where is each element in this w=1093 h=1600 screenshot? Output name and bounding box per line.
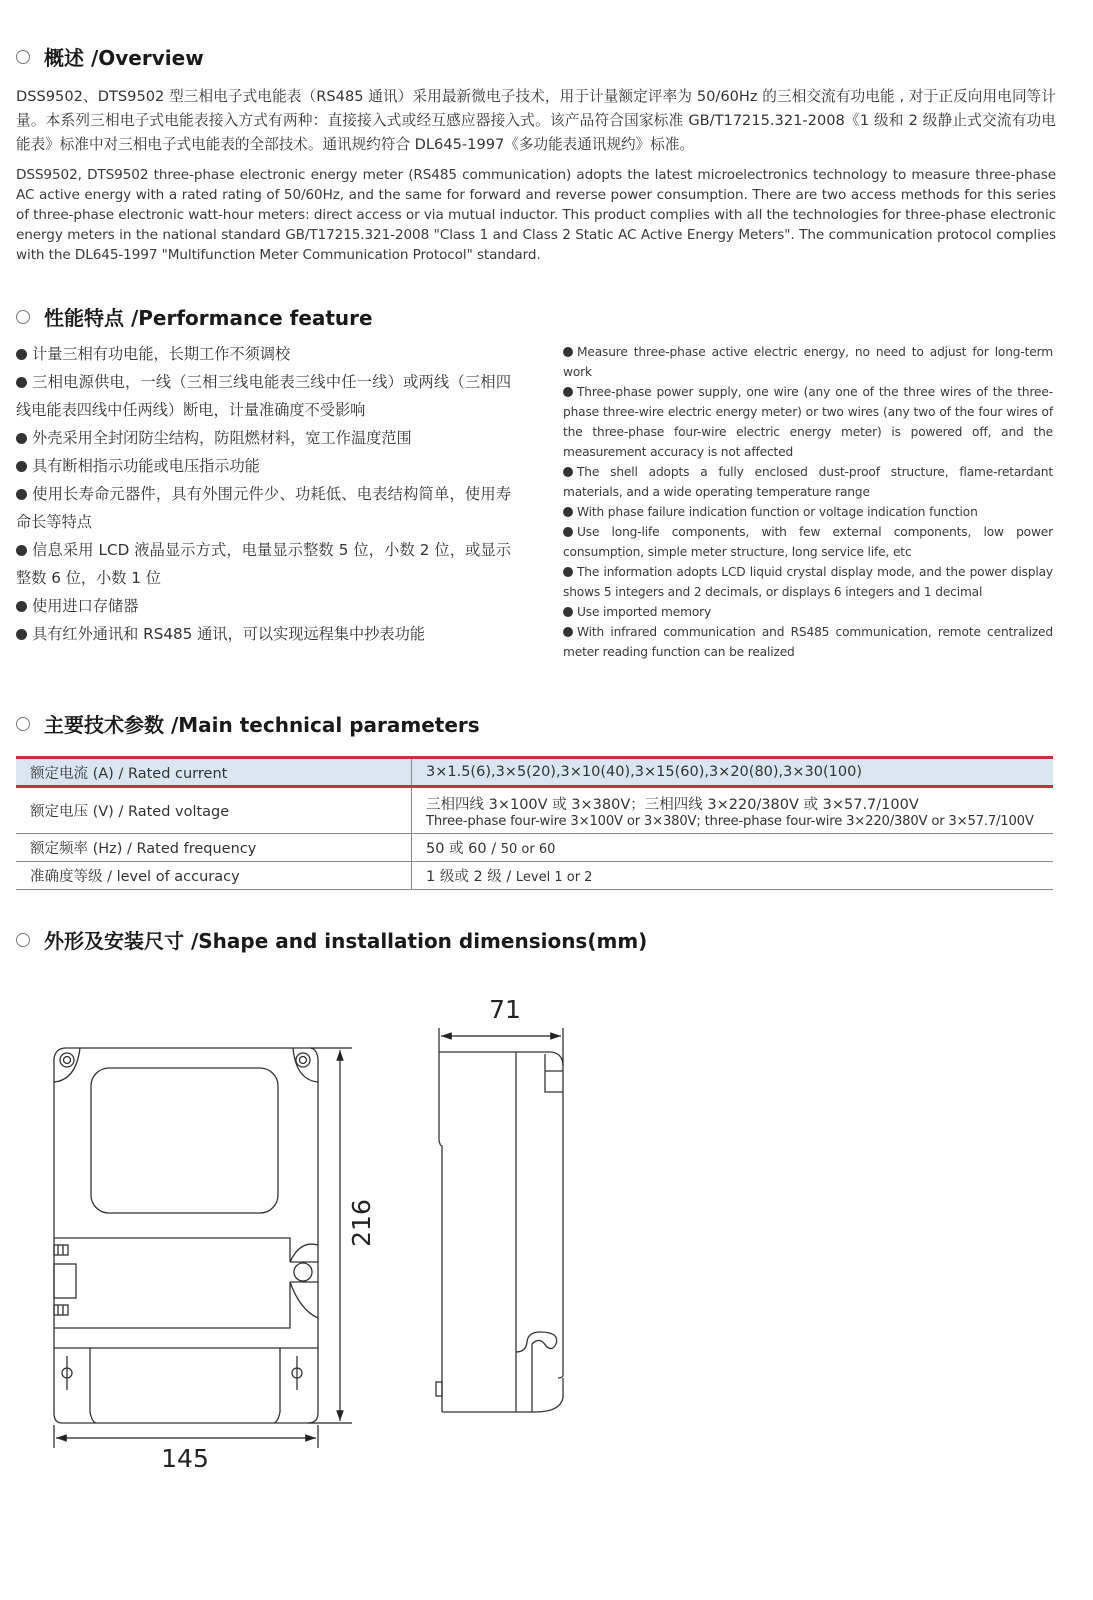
table-row <box>16 834 1053 862</box>
param-value: 3×1.5(6),3×5(20),3×10(40),3×15(60),3×20(80),3×30(100) <box>412 758 1054 787</box>
bullet-icon <box>563 507 573 517</box>
performance-heading <box>16 302 373 331</box>
feature-item-en: Use long-life components, with few external components, low power consumption, simple meter structure, long service life, etc <box>563 525 1053 559</box>
bullet-icon <box>563 467 573 477</box>
parameters-heading <box>16 709 480 738</box>
feature-item-cn: 使用进口存储器 <box>16 592 511 620</box>
param-label: 额定频率 (Hz) / Rated frequency <box>16 834 412 862</box>
overview-heading-text: 概述 /Overview <box>44 46 204 70</box>
feature-item-cn: 具有断相指示功能或电压指示功能 <box>16 452 511 480</box>
bullet-icon <box>16 461 27 472</box>
feature-list-en <box>563 342 1053 662</box>
overview-heading <box>16 42 204 71</box>
table-row <box>16 758 1053 787</box>
bullet-icon <box>16 433 27 444</box>
bullet-icon <box>563 627 573 637</box>
feature-item-cn: 三相电源供电，一线（三相三线电能表三线中任一线）或两线（三相四线电能表四线中任两线）断电，计量准确度不受影响 <box>16 373 511 419</box>
circle-bullet-icon <box>16 717 30 731</box>
param-value: 1 级或 2 级 / Level 1 or 2 <box>412 862 1054 890</box>
param-value-cn: 三相四线 3×100V 或 3×380V；三相四线 3×220/380V 或 3×57.7/100V <box>426 796 919 813</box>
feature-item-cn: 具有红外通讯和 RS485 通讯，可以实现远程集中抄表功能 <box>16 620 511 648</box>
dimensions-heading-text: 外形及安装尺寸 /Shape and installation dimensions(mm) <box>44 929 648 953</box>
dimension-drawing <box>0 980 620 1500</box>
bullet-icon <box>563 387 573 397</box>
feature-item-cn: 计量三相有功电能，长期工作不须调校 <box>16 340 511 368</box>
bullet-icon <box>563 527 573 537</box>
feature-list-cn <box>16 340 511 648</box>
performance-heading-text: 性能特点 /Performance feature <box>44 306 373 330</box>
circle-bullet-icon <box>16 50 30 64</box>
bullet-icon <box>16 377 27 388</box>
bullet-icon <box>16 349 27 360</box>
front-dimension-lines <box>54 1048 352 1448</box>
parameters-heading-text: 主要技术参数 /Main technical parameters <box>44 713 480 737</box>
parameters-table <box>16 756 1053 890</box>
feature-item-en: With infrared communication and RS485 communication, remote centralized meter reading function can be realized <box>563 625 1053 659</box>
overview-text-cn: DSS9502、DTS9502 型三相电子式电能表（RS485 通讯）采用最新微电子技术，用于计量额定评率为 50/60Hz 的三相交流有功电能 , 对于正反向用电同等计量。本系列三相电子式电能表接入方式有两种：直接接入式或经互感应器接入式。该产品符合国家标准 GB/T17215.321-2008《1 级和 2 级静止式交流有功电能表》标准中对三相电子式电能表的全部技术。通讯规约符合 DL645-1997《多功能表通讯规约》标准。 <box>16 88 1056 153</box>
depth-dimension-label: 71 <box>489 995 521 1024</box>
circle-bullet-icon <box>16 933 30 947</box>
table-row <box>16 787 1053 834</box>
param-label: 额定电压 (V) / Rated voltage <box>16 787 412 834</box>
side-view <box>436 1052 563 1412</box>
param-label: 准确度等级 / level of accuracy <box>16 862 412 890</box>
dimensions-heading <box>16 925 647 954</box>
feature-item-cn: 使用长寿命元器件，具有外围元件少、功耗低、电表结构简单，使用寿命长等特点 <box>16 485 511 531</box>
overview-text-en: DSS9502, DTS9502 three-phase electronic energy meter (RS485 communication) adopts the latest microelectronics technology to measure three-phase AC active energy with a rated rating of 50/60Hz, and the same for forward and reverse power consumption. There are two access methods for this series of three-phase electronic watt-hour meters: direct access or via mutual inductor. This product complies with all the technologies for three-phase electronic energy meters in the national standard GB/T17215.321-2008 "Class 1 and Class 2 Static AC Active Energy Meters". The communication protocol complies with the DL645-1997 "Multifunction Meter Communication Protocol" standard. <box>16 167 1056 263</box>
feature-item-en: The shell adopts a fully enclosed dust-proof structure, flame-retardant materials, and a wide operating temperature range <box>563 465 1053 499</box>
param-value <box>412 787 1054 834</box>
feature-item-en: The information adopts LCD liquid crystal display mode, and the power display shows 5 integers and 2 decimals, or displays 6 integers and 1 decimal <box>563 565 1053 599</box>
bullet-icon <box>16 489 27 500</box>
height-dimension-label: 216 <box>347 1199 376 1247</box>
width-dimension-label: 145 <box>161 1444 209 1473</box>
feature-item-cn: 外壳采用全封闭防尘结构，防阻燃材料，宽工作温度范围 <box>16 424 511 452</box>
circle-bullet-icon <box>16 310 30 324</box>
bullet-icon <box>16 601 27 612</box>
bullet-icon <box>563 567 573 577</box>
param-label: 额定电流 (A) / Rated current <box>16 758 412 787</box>
bullet-icon <box>563 607 573 617</box>
feature-item-en: Three-phase power supply, one wire (any one of the three wires of the three-phase three-wire electric energy meter) or two wires (any two of the four wires of the three-phase four-wire electric energy meter) is powered off, and the measurement accuracy is not affected <box>563 385 1053 459</box>
feature-item-cn: 信息采用 LCD 液晶显示方式，电量显示整数 5 位，小数 2 位，或显示整数 6 位，小数 1 位 <box>16 541 511 587</box>
bullet-icon <box>16 629 27 640</box>
front-view <box>54 1048 318 1423</box>
feature-item-en: Measure three-phase active electric energy, no need to adjust for long-term work <box>563 345 1053 379</box>
param-value-en: Three-phase four-wire 3×100V or 3×380V; three-phase four-wire 3×220/380V or 3×57.7/100V <box>426 813 1034 829</box>
param-value: 50 或 60 / 50 or 60 <box>412 834 1054 862</box>
bullet-icon <box>563 347 573 357</box>
feature-item-en: Use imported memory <box>563 602 1053 622</box>
feature-item-en: With phase failure indication function or voltage indication function <box>563 502 1053 522</box>
table-row <box>16 862 1053 890</box>
bullet-icon <box>16 545 27 556</box>
